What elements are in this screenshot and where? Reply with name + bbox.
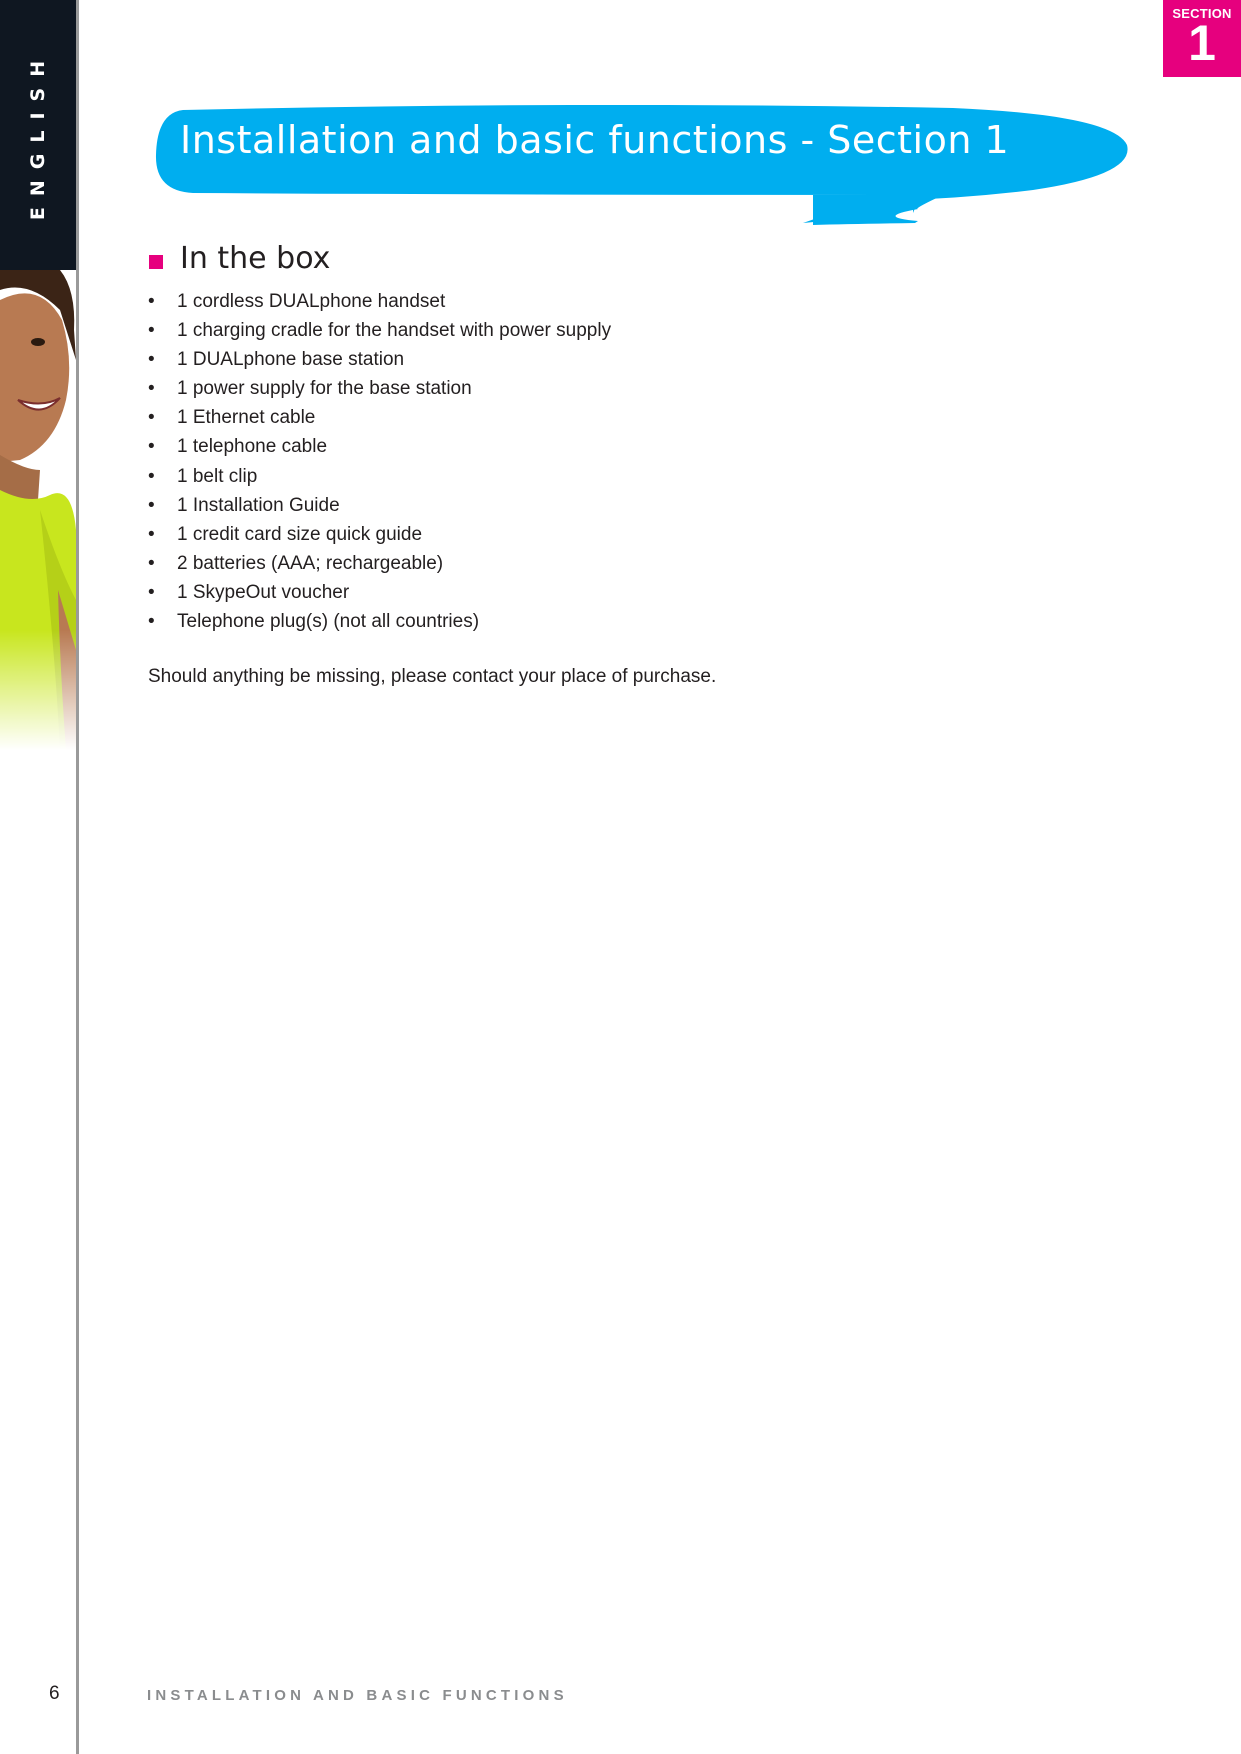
missing-items-note: Should anything be missing, please contact your place of purchase. (148, 666, 717, 687)
list-item: • 1 credit card size quick guide (148, 520, 611, 549)
list-item: • 2 batteries (AAA; rechargeable) (148, 549, 611, 578)
sidebar-language-tab (0, 0, 76, 270)
sidebar-divider (76, 0, 79, 1754)
page-number: 6 (49, 1683, 60, 1704)
section-tab (1163, 0, 1241, 77)
list-item: • 1 cordless DUALphone handset (148, 287, 611, 316)
section-tab-number: 1 (1188, 15, 1216, 71)
section-tab-label: SECTION (1172, 6, 1232, 21)
page-title: Installation and basic functions - Section 1 (180, 118, 1010, 162)
list-item: • 1 belt clip (148, 462, 611, 491)
list-item: • 1 power supply for the base station (148, 374, 611, 403)
list-item: • 1 Ethernet cable (148, 403, 611, 432)
list-item: • 1 Installation Guide (148, 491, 611, 520)
person-photo (0, 270, 76, 750)
running-footer-title: INSTALLATION AND BASIC FUNCTIONS (147, 1687, 568, 1704)
heading-bullet-square (149, 255, 163, 269)
list-item: • 1 charging cradle for the handset with power supply (148, 316, 611, 345)
list-item: • Telephone plug(s) (not all countries) (148, 607, 611, 636)
list-item: • 1 SkypeOut voucher (148, 578, 611, 607)
list-item: • 1 telephone cable (148, 432, 611, 461)
section-heading: In the box (180, 241, 331, 276)
list-item: • 1 DUALphone base station (148, 345, 611, 374)
box-contents-list (148, 287, 611, 636)
language-label: ENGLISH (27, 49, 49, 221)
